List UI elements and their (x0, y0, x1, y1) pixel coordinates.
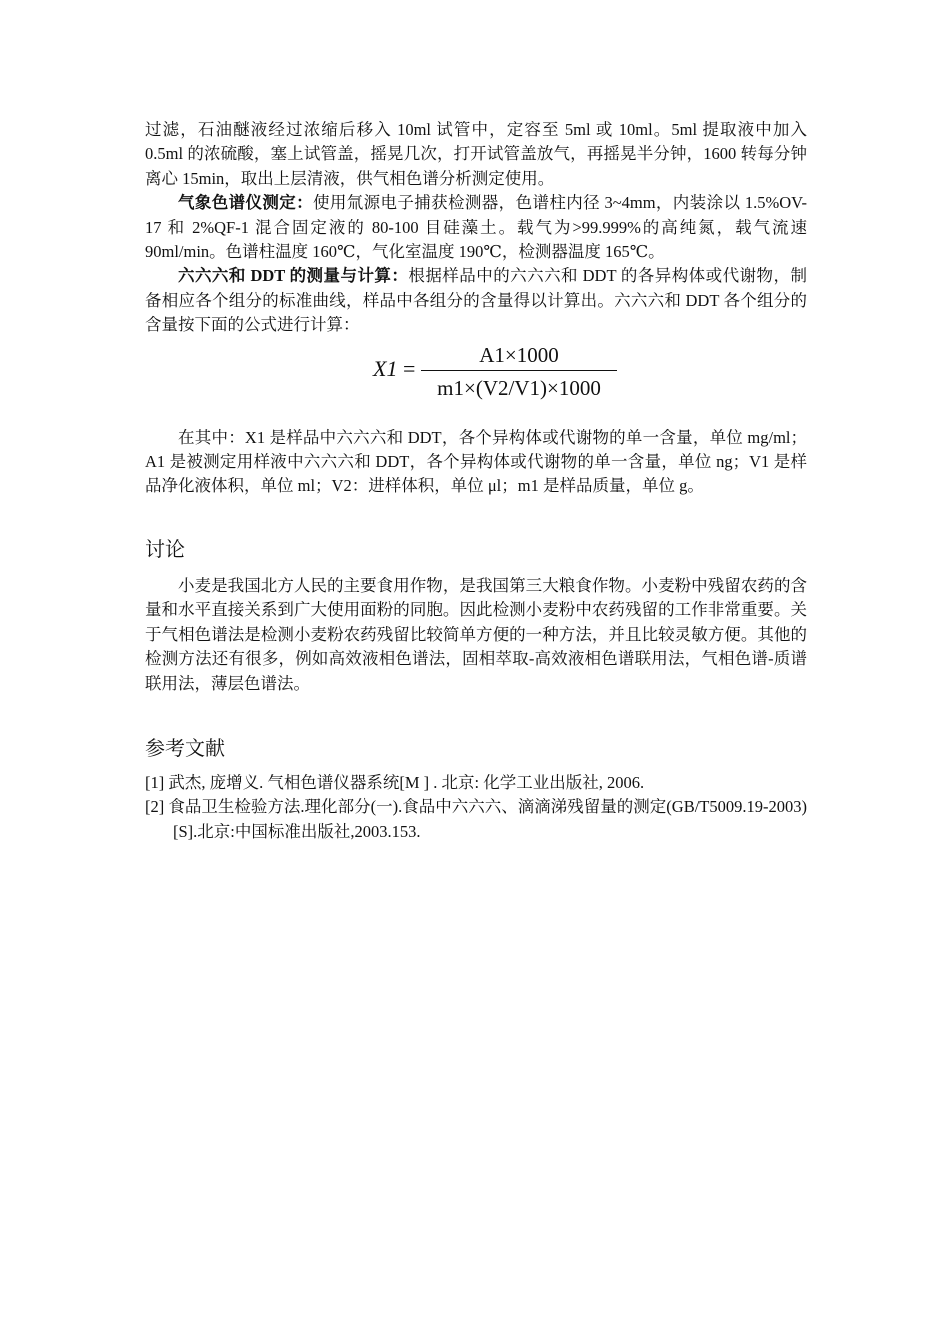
reference-item: [2] 食品卫生检验方法.理化部分(一).食品中六六六、滴滴涕残留量的测定(GB/T5009.19-2003)[S].北京:中国标准出版社,2003.153. (145, 797, 807, 841)
paragraph-text-gc: 使用氚源电子捕获检测器，色谱柱内径 3~4mm，内装涂以 1.5%OV-17 和 2%QF-1 混合固定液的 80-100 目硅藻土。载气为>99.999%的高纯氮，载气流速 90ml/min。色谱柱温度 160℃，气化室温度 190℃，检测器温度 165℃。 (145, 193, 808, 262)
document-page (145, 118, 807, 844)
paragraph-lead-gc: 气象色谱仪测定： (178, 193, 314, 213)
formula-fraction (421, 340, 617, 403)
paragraph-variable-definitions: 在其中：X1 是样品中六六六和 DDT，各个异构体或代谢物的单一含量，单位 mg/ml；A1 是被测定用样液中六六六和 DDT，各个异构体或代谢物的单一含量，单位 ng；V1 是样品净化液体积，单位 ml；V2：进样体积，单位 μl；m1 是样品质量，单位 g。 (145, 427, 807, 496)
references-heading: 参考文献 (145, 735, 225, 760)
formula-equals: = (402, 355, 416, 381)
reference-item: [1] 武杰, 庞增义. 气相色谱仪器系统[M ] . 北京: 化学工业出版社, 2006. (145, 772, 645, 792)
paragraph-calculation (145, 264, 807, 337)
formula-denominator: m1×(V2/V1)×1000 (437, 375, 601, 400)
formula-lhs (373, 356, 415, 382)
formula-numerator: A1×1000 (479, 342, 559, 367)
discussion-heading: 讨论 (145, 536, 185, 561)
discussion-paragraph: 小麦是我国北方人民的主要食用作物，是我国第三大粮食作物。小麦粉中残留农药的含量和水平直接关系到广大使用面粉的同胞。因此检测小麦粉中农药残留的工作非常重要。关于气相色谱法是检测小麦粉农药残留比较简单方便的一种方法，并且比较灵敏方便。其他的检测方法还有很多，例如高效液相色谱法，固相萃取-高效液相色谱联用法，气相色谱-质谱联用法，薄层色谱法。 (145, 575, 807, 693)
paragraph-extraction: 过滤，石油醚液经过浓缩后移入 10ml 试管中，定容至 5ml 或 10ml。5ml 提取液中加入 0.5ml 的浓硫酸，塞上试管盖，摇晃几次，打开试管盖放气，再摇晃半分钟，1600 转每分钟离心 15min，取出上层清液，供气相色谱分析测定使用。 (145, 120, 807, 188)
paragraph-lead-calc: 六六六和 DDT 的测量与计算： (178, 266, 409, 286)
paragraph-gc-measurement (145, 191, 807, 264)
formula-variable: X1 (373, 355, 398, 381)
paragraph-text-calc: 根据样品中的六六六和 DDT 的各异构体或代谢物，制备相应各个组分的标准曲线，样品中各组分的含量得以计算出。六六六和 DDT 各个组分的含量按下面的公式进行计算： (145, 266, 807, 335)
fraction-bar (421, 370, 617, 371)
reference-list (145, 771, 807, 844)
formula (145, 340, 807, 422)
